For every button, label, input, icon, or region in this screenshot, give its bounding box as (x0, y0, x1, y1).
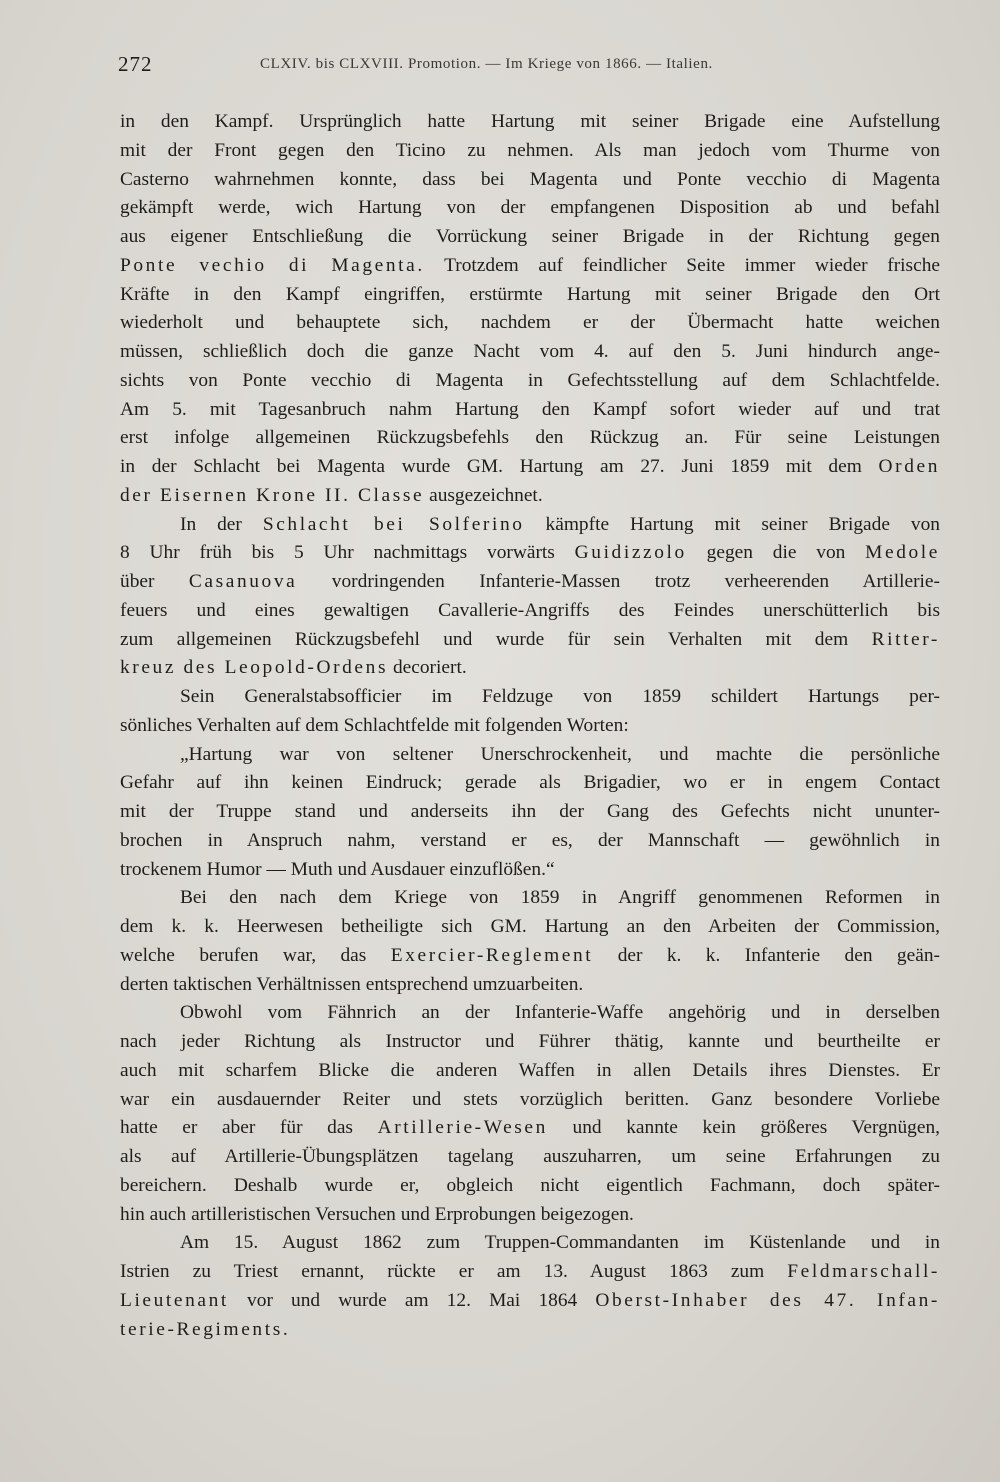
text-run: als auf Artillerie-Übungsplätzen tagelang auszuharren, um seine Erfahrungen zu (120, 1146, 940, 1167)
page-number: 272 (118, 52, 153, 76)
text-run: decoriert. (388, 657, 467, 679)
text-line (120, 769, 940, 798)
spaced-emphasis: Guidizzolo (574, 542, 687, 564)
text-run: in der Schlacht bei Magenta wurde GM. Hartung am 27. Juni 1859 mit dem (120, 456, 879, 477)
text-line (120, 741, 940, 770)
spaced-emphasis: terie-Regiments. (120, 1318, 291, 1340)
text-line (120, 1316, 940, 1345)
spaced-emphasis: Schlacht bei Solferino (262, 513, 525, 535)
text-line (120, 971, 940, 1000)
text-line (120, 1114, 940, 1143)
text-line (120, 252, 940, 281)
text-line (120, 166, 940, 195)
text-run: vor und wurde am 12. Mai 1864 (228, 1289, 596, 1311)
text-line (120, 511, 940, 540)
text-line (120, 223, 940, 252)
text-run: nach jeder Richtung als Instructor und Führer thätig, kannte und beurtheilte er (120, 1031, 940, 1052)
text-line (120, 1201, 940, 1230)
text-run: gegen die von (686, 542, 866, 564)
text-line (120, 913, 940, 942)
text-run: Gefahr auf ihn keinen Eindruck; gerade als Brigadier, wo er in engem Contact (120, 772, 940, 794)
text-line (120, 367, 940, 396)
text-line (120, 568, 940, 597)
spaced-emphasis: Oberst-Inhaber des 47. Infan- (595, 1289, 940, 1311)
text-line (120, 137, 940, 166)
text-line (120, 884, 940, 913)
text-run: erst infolge allgemeinen Rückzugsbefehls den Rückzug an. Für seine Leistungen (120, 427, 940, 449)
text-run: Am 5. mit Tagesanbruch nahm Hartung den Kampf sofort wieder auf und trat (120, 398, 940, 420)
text-line (120, 281, 940, 310)
text-line (120, 539, 940, 568)
text-line (120, 856, 940, 885)
text-run: vordringenden Infanterie-Massen trotz verheerenden Artillerie- (297, 571, 940, 592)
spaced-emphasis: Lieutenant (120, 1289, 229, 1311)
text-run: feuers und eines gewaltigen Cavallerie-Angriffs des Feindes unerschütterlich bis (120, 599, 940, 621)
text-line (120, 108, 940, 137)
text-run: in den Kampf. Ursprünglich hatte Hartung mit seiner Brigade eine Aufstellung (120, 111, 940, 132)
text-run: mit der Truppe stand und anderseits ihn der Gang des Gefechts nicht ununter- (120, 801, 940, 822)
text-line (120, 1287, 940, 1316)
text-line (120, 626, 940, 655)
spaced-emphasis: Orden (878, 456, 940, 477)
text-line (120, 194, 940, 223)
text-line (120, 942, 940, 971)
text-run: trockenem Humor — Muth und Ausdauer einzuflößen.“ (120, 858, 555, 880)
text-line (120, 1057, 940, 1086)
text-line (120, 1258, 940, 1287)
text-line (120, 338, 940, 367)
text-run: sichts von Ponte vecchio di Magenta in Gefechtsstellung auf dem Schlachtfelde. (120, 369, 940, 391)
text-run: Obwohl vom Fähnrich an der Infanterie-Waffe angehörig und in derselben (180, 1002, 940, 1024)
text-line (120, 482, 940, 511)
text-run: derten taktischen Verhältnissen entsprechend umzuarbeiten. (120, 973, 584, 995)
text-run: „Hartung war von seltener Unerschrockenheit, und machte die persönliche (180, 743, 940, 765)
text-line (120, 798, 940, 827)
text-run: gekämpft werde, wich Hartung von der empfangenen Disposition ab und befahl (120, 197, 940, 219)
text-run: hatte er aber für das (120, 1117, 378, 1139)
text-line (120, 712, 940, 741)
text-run: Sein Generalstabsofficier im Feldzuge von 1859 schildert Hartungs per- (180, 686, 940, 707)
spaced-emphasis: kreuz des Leopold-Ordens (120, 657, 389, 679)
text-run: Casterno wahrnehmen konnte, dass bei Magenta und Ponte vecchio di Magenta (120, 168, 940, 190)
spaced-emphasis: Artillerie-Wesen (377, 1117, 548, 1139)
body-text (120, 108, 940, 1344)
text-run: Bei den nach dem Kriege von 1859 in Angriff genommenen Reformen in (180, 887, 940, 909)
text-run: und kannte kein größeres Vergnügen, (547, 1117, 940, 1139)
text-line (120, 396, 940, 425)
spaced-emphasis: der Eisernen Krone II. Classe (120, 484, 425, 506)
text-run: ausgezeichnet. (424, 484, 543, 506)
text-line (120, 1086, 940, 1115)
text-run: 8 Uhr früh bis 5 Uhr nachmittags vorwärts (120, 542, 575, 564)
text-run: bereichern. Deshalb wurde er, obgleich nicht eigentlich Fachmann, doch später- (120, 1174, 940, 1196)
text-line (120, 424, 940, 453)
text-run: aus eigener Entschließung die Vorrückung seiner Brigade in der Richtung gegen (120, 226, 940, 247)
text-run: Am 15. August 1862 zum Truppen-Commandanten im Küstenlande und in (180, 1232, 940, 1254)
text-run: sönliches Verhalten auf dem Schlachtfelde mit folgenden Worten: (120, 714, 629, 736)
text-line (120, 1172, 940, 1201)
text-line (120, 309, 940, 338)
text-run: war ein ausdauernder Reiter und stets vorzüglich beritten. Ganz besondere Vorliebe (120, 1088, 940, 1110)
text-line (120, 453, 940, 482)
text-run: hin auch artilleristischen Versuchen und Erprobungen beigezogen. (120, 1203, 634, 1225)
text-line (120, 683, 940, 712)
spaced-emphasis: Exercier-Reglement (390, 944, 594, 966)
text-run: Trotzdem auf feindlicher Seite immer wieder frische (424, 254, 940, 276)
text-run: der k. k. Infanterie den geän- (593, 944, 940, 966)
text-run: über (120, 571, 189, 592)
text-run: brochen in Anspruch nahm, verstand er es, der Mannschaft — gewöhnlich in (120, 829, 940, 851)
text-run: wiederholt und behauptete sich, nachdem er der Übermacht hatte weichen (120, 312, 940, 334)
text-line (120, 999, 940, 1028)
text-run: In der (180, 513, 263, 535)
text-run: Kräfte in den Kampf eingriffen, erstürmte Hartung mit seiner Brigade den Ort (120, 283, 940, 305)
text-line (120, 654, 940, 683)
text-line (120, 827, 940, 856)
text-run: auch mit scharfem Blicke die anderen Waffen in allen Details ihres Dienstes. Er (120, 1059, 940, 1081)
page-header (118, 52, 948, 78)
text-line (120, 1143, 940, 1172)
text-line (120, 1028, 940, 1057)
spaced-emphasis: Ponte vechio di Magenta. (120, 254, 425, 276)
text-line (120, 1229, 940, 1258)
text-run: Istrien zu Triest ernannt, rückte er am 13. August 1863 zum (120, 1261, 788, 1282)
text-run: müssen, schließlich doch die ganze Nacht vom 4. auf den 5. Juni hindurch ange- (120, 341, 940, 362)
spaced-emphasis: Ritter- (871, 628, 940, 650)
spaced-emphasis: Casanuova (188, 571, 298, 592)
text-line (120, 597, 940, 626)
text-run: kämpfte Hartung mit seiner Brigade von (524, 513, 941, 535)
running-head: CLXIV. bis CLXVIII. Promotion. — Im Kriege von 1866. — Italien. (260, 56, 713, 72)
text-run: dem k. k. Heerwesen betheiligte sich GM. Hartung an den Arbeiten der Commission, (120, 916, 940, 937)
text-run: zum allgemeinen Rückzugsbefehl und wurde für sein Verhalten mit dem (120, 628, 872, 650)
spaced-emphasis: Medole (865, 542, 941, 564)
text-run: welche berufen war, das (120, 944, 391, 966)
spaced-emphasis: Feldmarschall- (787, 1261, 940, 1282)
text-run: mit der Front gegen den Ticino zu nehmen. Als man jedoch vom Thurme von (120, 139, 940, 161)
